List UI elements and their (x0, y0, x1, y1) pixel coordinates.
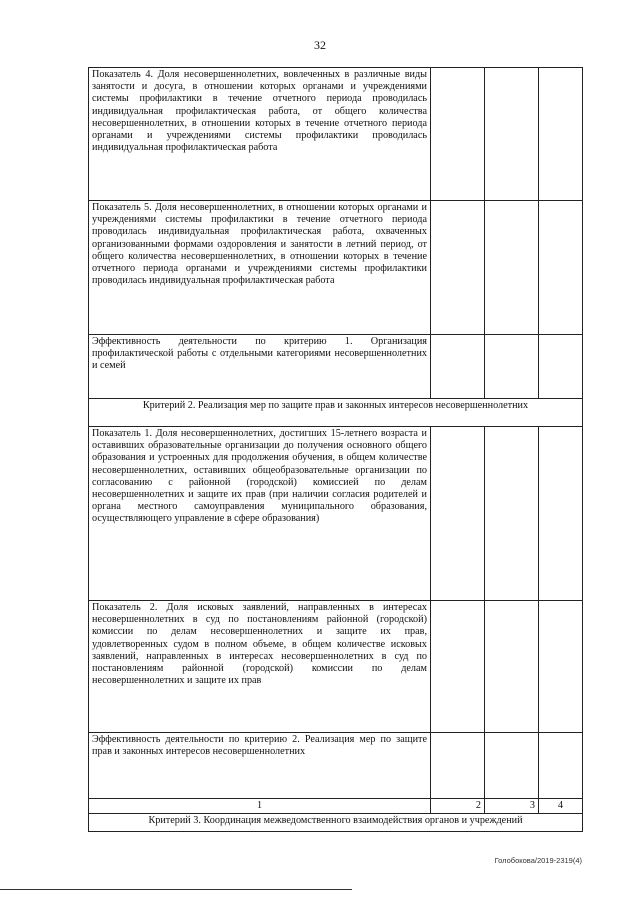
table-row (89, 201, 583, 335)
criterion-heading: Критерий 2. Реализация мер по защите прав и законных интересов несовершеннолетних (89, 399, 583, 427)
value-cell (485, 68, 539, 201)
value-cell (431, 427, 485, 601)
value-cell (485, 427, 539, 601)
value-cell (485, 733, 539, 799)
value-cell (539, 733, 583, 799)
value-cell (539, 427, 583, 601)
value-cell (539, 335, 583, 399)
value-cell (431, 201, 485, 335)
table-row (89, 68, 583, 201)
value-cell (431, 601, 485, 733)
value-cell (539, 601, 583, 733)
column-number: 1 (89, 799, 431, 814)
criteria-table (88, 67, 583, 832)
numbering-row (89, 799, 583, 814)
indicator-cell: Показатель 1. Доля несовершеннолетних, достигших 15-летнего возраста и оставивших образовательные организации до получения основного общего образования и устроенных для продолжения обучения, в общем количестве несовершеннолетних, оставивших общеобразовательные организации по согласованию с районной (городской) комиссией по делам несовершеннолетних и защите их прав (при наличии согласия родителей и органа местного самоуправления муниципального образования, осуществляющего управление в сфере образования) (89, 427, 431, 601)
table-row (89, 427, 583, 601)
footer-rule (0, 889, 352, 890)
criterion-heading: Критерий 3. Координация межведомственного взаимодействия органов и учреждений (89, 814, 583, 832)
value-cell (431, 68, 485, 201)
criterion-row (89, 399, 583, 427)
value-cell (539, 201, 583, 335)
effectiveness-cell: Эффективность деятельности по критерию 1. Организация профилактической работы с отдельными категориями несовершеннолетних и семей (89, 335, 431, 399)
table-row (89, 601, 583, 733)
value-cell (431, 335, 485, 399)
value-cell (431, 733, 485, 799)
criterion-row (89, 814, 583, 832)
indicator-cell: Показатель 2. Доля исковых заявлений, направленных в интересах несовершеннолетних в суд по постановлениям районной (городской) комиссии по делам несовершеннолетних и защите их прав, удовлетворенных судом в полном объеме, в общем количестве исковых заявлений, направленных в интересах несовершеннолетних в суд по постановлениям районной (городской) комиссии по делам несовершеннолетних и защите их прав (89, 601, 431, 733)
indicator-cell: Показатель 4. Доля несовершеннолетних, вовлеченных в различные виды занятости и досуга, в отношении которых органами и учреждениями системы профилактики в течение отчетного периода проводилась индивидуальная профилактическая работа, от общего количества несовершеннолетних, в отношении которых в течение отчетного периода органами и учреждениями системы профилактики проводилась индивидуальная профилактическая работа (89, 68, 431, 201)
column-number: 4 (539, 799, 583, 814)
value-cell (485, 335, 539, 399)
table-row (89, 733, 583, 799)
column-number: 3 (485, 799, 539, 814)
page-number: 32 (314, 38, 326, 52)
document-code: Голобокова/2019-2319(4) (494, 856, 582, 865)
effectiveness-cell: Эффективность деятельности по критерию 2. Реализация мер по защите прав и законных интересов несовершеннолетних (89, 733, 431, 799)
indicator-cell: Показатель 5. Доля несовершеннолетних, в отношении которых органами и учреждениями системы профилактики в течение отчетного периода проводилась индивидуальная профилактическая работа, охваченных организованными формами оздоровления и занятости в летний период, от общего количества несовершеннолетних, в отношении которых в течение отчетного периода органами и учреждениями системы профилактики проводилась индивидуальная профилактическая работа (89, 201, 431, 335)
table-row (89, 335, 583, 399)
value-cell (485, 201, 539, 335)
column-number: 2 (431, 799, 485, 814)
value-cell (539, 68, 583, 201)
value-cell (485, 601, 539, 733)
